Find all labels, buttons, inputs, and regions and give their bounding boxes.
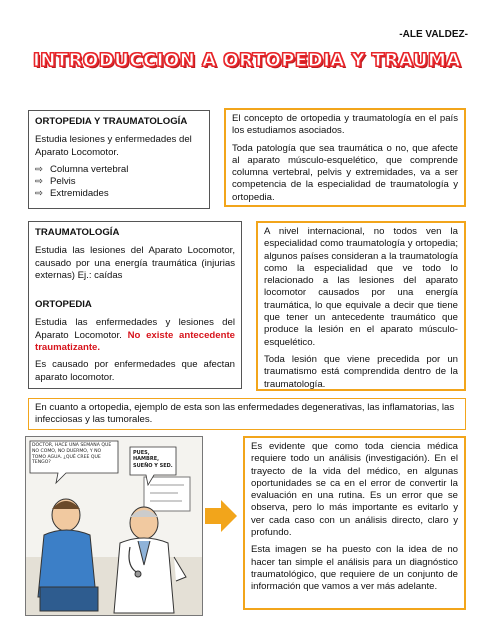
arrow-right-outline-icon: ⇨ bbox=[35, 176, 44, 188]
box2-paragraph-2: Toda patología que sea traumática o no, que afecte al aparato músculo-esquelético, que comprende columna vertebral, pelvis y extremidades, va a ser competencia de la especialidad de traumatología y ortopedia. bbox=[232, 142, 458, 203]
ortopedia-examples-box bbox=[28, 398, 466, 430]
arrow-right-outline-icon: ⇨ bbox=[35, 188, 44, 200]
ortopedia-traumatologia-box bbox=[28, 110, 210, 209]
page-title: INTRODUCCION A ORTOPEDIA Y TRAUMA bbox=[33, 50, 461, 71]
international-view-box bbox=[256, 221, 466, 391]
region-list bbox=[35, 164, 203, 201]
doctor-cartoon-image bbox=[25, 436, 203, 616]
ortopedia-heading: ORTOPEDIA bbox=[35, 299, 92, 311]
analysis-box bbox=[243, 436, 466, 610]
box4-paragraph-2: Toda lesión que viene precedida por un traumatismo está comprendida dentro de la traumatología. bbox=[264, 353, 458, 390]
doctor-speech-bubble: PUES, HAMBRE, SUEÑO Y SED. bbox=[133, 450, 173, 469]
concept-box bbox=[224, 108, 466, 207]
author-name: -ALE VALDEZ- bbox=[399, 29, 468, 40]
traumatologia-heading: TRAUMATOLOGÍA bbox=[35, 227, 120, 238]
box1-text: Estudia lesiones y enfermedades del Aparato Locomotor. bbox=[35, 134, 192, 158]
box1-heading: ORTOPEDIA Y TRAUMATOLOGÍA bbox=[35, 116, 188, 127]
box6-paragraph-1: Es evidente que como toda ciencia médica requiere todo un análisis (investigación). En el trayecto de la vida del médico, en algunas oportunidades se ca en el error de convertir la evaluación en una rutina. Es un error que se observa, pero lo más importante es evitarlo y ver cada caso con un análisis directo, claro y profundo. bbox=[251, 441, 458, 539]
box5-text: En cuanto a ortopedia, ejemplo de esta son las enfermedades degenerativas, las inflamatorias, las infecciosas y las tumorales. bbox=[35, 402, 455, 426]
box4-paragraph-1: A nivel internacional, no todos ven la especialidad como traumatología y ortopedia; algunos países consideran a la traumatología como la especialidad que ve todo lo relacionado a las lesiones del aparato locomotor causados por una energía traumática, lo que equivale a decir que tiene que tener un antecedente traumático que produce la lesión en el aparato músculo-esquelético. bbox=[264, 226, 458, 348]
traumatologia-ortopedia-box bbox=[28, 221, 242, 389]
arrow-right-outline-icon: ⇨ bbox=[35, 163, 44, 175]
ortopedia-cause: Es causado por enfermedades que afectan aparato locomotor. bbox=[35, 359, 235, 383]
list-item: ⇨ Columna vertebral bbox=[35, 163, 129, 175]
patient-speech-bubble: DOCTOR, HACE UNA SEMANA QUE NO COMO, NO DUERMO, Y NO TOMO AGUA. ¿QUÉ CREE QUE TENGO? bbox=[32, 443, 112, 466]
box2-paragraph-1: El concepto de ortopedia y traumatología en el país los estudiamos asociados. bbox=[232, 113, 458, 137]
list-item: ⇨ Extremidades bbox=[35, 188, 109, 200]
ortopedia-text: Estudia las enfermedades y lesiones del Aparato Locomotor. No existe antecedente traumatizante. bbox=[35, 317, 236, 354]
traumatologia-text: Estudia las lesiones del Aparato Locomotor, causado por una energía traumática (injurias externas) Ej.: caídas bbox=[35, 245, 235, 281]
box6-paragraph-2: Esta imagen se ha puesto con la idea de no hacer tan simple el análisis para un diagnóstico traumatológico, que requiere de un conjunto de información que vamos a ver más adelante. bbox=[251, 544, 458, 593]
list-item: ⇨ Pelvis bbox=[35, 176, 76, 188]
orange-arrow-icon bbox=[203, 498, 239, 534]
no-trauma-highlight: No existe antecedente traumatizante. bbox=[35, 329, 236, 354]
